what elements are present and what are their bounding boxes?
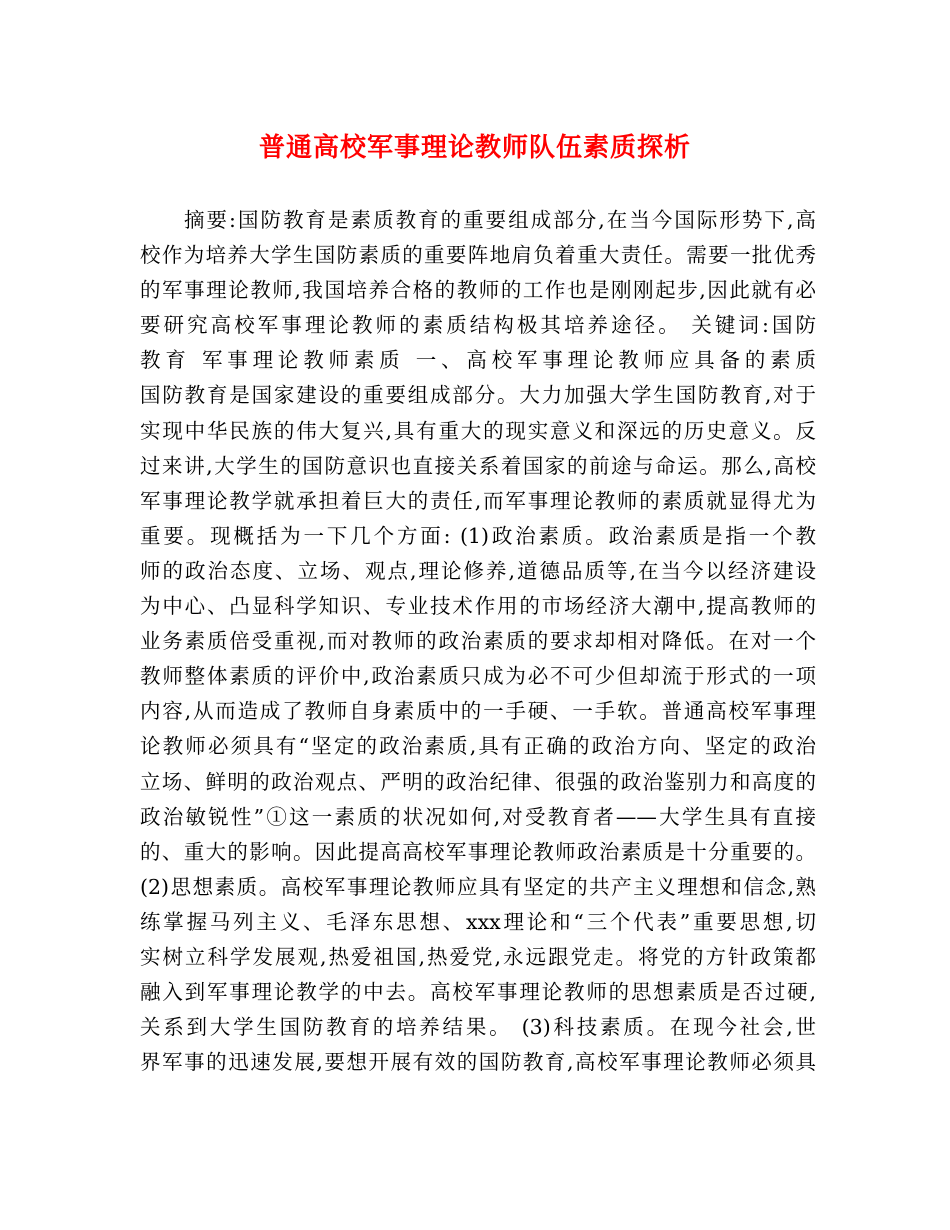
body-line: 校作为培养大学生国防素质的重要阵地肩负着重大责任。需要一批优秀 (140, 243, 816, 268)
body-line: 政治敏锐性”①这一素质的状况如何,对受教育者——大学生具有直接 (140, 804, 816, 829)
body-line: 教育 军事理论教师素质 一、高校军事理论教师应具备的素质 (140, 348, 816, 373)
body-line: 摘要:国防教育是素质教育的重要组成部分,在当今国际形势下,高 (184, 208, 816, 232)
body-line: 关系到大学生国防教育的培养结果。 (3)科技素质。在现今社会,世 (140, 1015, 816, 1040)
body-line: 要研究高校军事理论教师的素质结构极其培养途径。 关键词:国防 (140, 313, 816, 338)
body-line: 重要。现概括为一下几个方面: (1)政治素质。政治素质是指一个教 (140, 523, 816, 548)
body-line: 过来讲,大学生的国防意识也直接关系着国家的前途与命运。那么,高校 (140, 453, 816, 478)
body-line: 融入到军事理论教学的中去。高校军事理论教师的思想素质是否过硬, (140, 980, 816, 1005)
body-line: 教师整体素质的评价中,政治素质只成为必不可少但却流于形式的一项 (140, 664, 816, 689)
body-line: 的军事理论教师,我国培养合格的教师的工作也是刚刚起步,因此就有必 (140, 278, 816, 303)
document-body (140, 203, 816, 1080)
body-line: 立场、鲜明的政治观点、严明的政治纪律、很强的政治鉴别力和高度的 (140, 769, 816, 794)
body-line: 师的政治态度、立场、观点,理论修养,道德品质等,在当今以经济建设 (140, 558, 816, 583)
document-title: 普通高校军事理论教师队伍素质探析 (258, 133, 691, 163)
body-line: 为中心、凸显科学知识、专业技术作用的市场经济大潮中,提高教师的 (140, 594, 816, 619)
body-line: 实现中华民族的伟大复兴,具有重大的现实意义和深远的历史意义。反 (140, 418, 816, 443)
body-line: 军事理论教学就承担着巨大的责任,而军事理论教师的素质就显得尤为 (140, 488, 816, 513)
body-line: 界军事的迅速发展,要想开展有效的国防教育,高校军事理论教师必须具 (140, 1050, 816, 1075)
body-line: 实树立科学发展观,热爱祖国,热爱党,永远跟党走。将党的方针政策都 (140, 944, 816, 969)
body-line: (2)思想素质。高校军事理论教师应具有坚定的共产主义理想和信念,熟 (140, 874, 816, 899)
body-line: 的、重大的影响。因此提高高校军事理论教师政治素质是十分重要的。 (140, 839, 816, 864)
body-line: 国防教育是国家建设的重要组成部分。大力加强大学生国防教育,对于 (140, 383, 816, 408)
body-line: 论教师必须具有“坚定的政治素质,具有正确的政治方向、坚定的政治 (140, 734, 816, 759)
body-line: 业务素质倍受重视,而对教师的政治素质的要求却相对降低。在对一个 (140, 629, 816, 654)
body-line: 练掌握马列主义、毛泽东思想、xxx理论和“三个代表”重要思想,切 (140, 909, 816, 934)
body-line: 内容,从而造成了教师自身素质中的一手硬、一手软。普通高校军事理 (140, 699, 816, 724)
